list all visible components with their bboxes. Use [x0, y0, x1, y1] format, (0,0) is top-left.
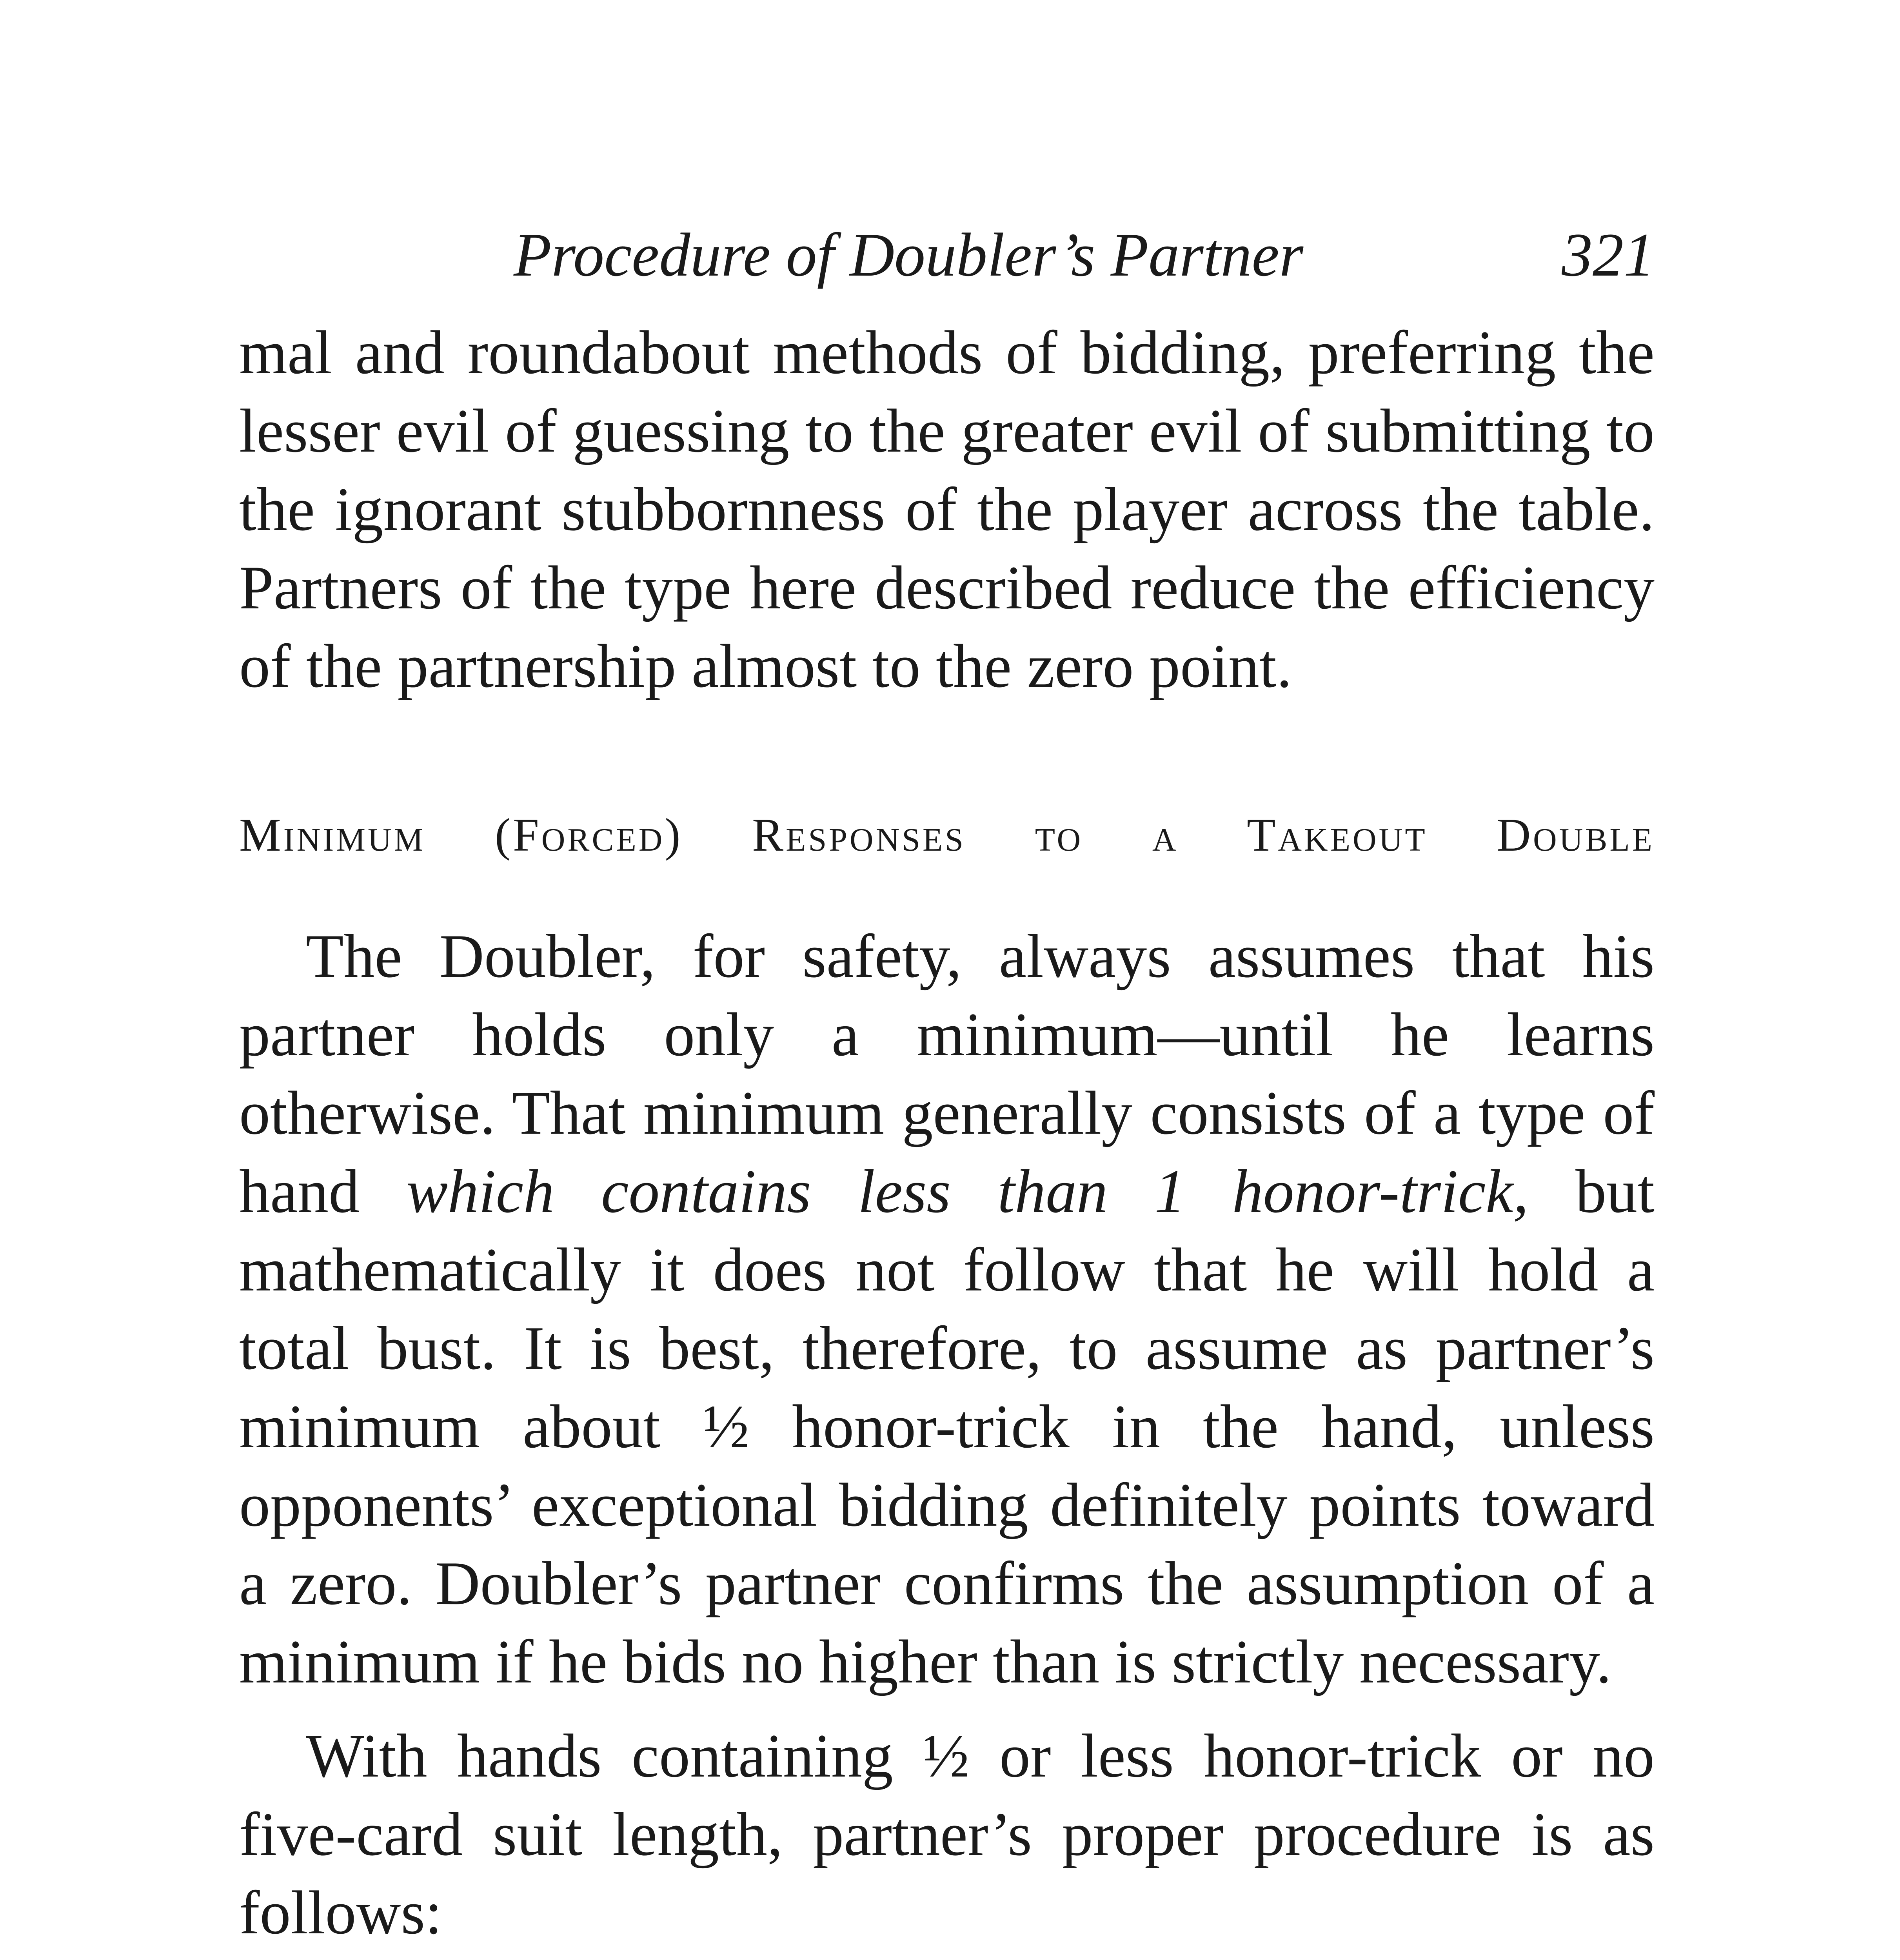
- paragraph-doubler-minimum: [239, 917, 1655, 1701]
- paragraph-text: The Doubler, for safety, always assumes that his partner holds only a minimum—until he learns otherwise. That minimum generally consists of a type of hand: [239, 922, 1655, 1226]
- paragraph-continuation: mal and roundabout methods of bidding, preferring the lesser evil of guessing to the greater evil of submitting to the ignorant stubbornness of the player across the table. Partners of the type here described reduce the efficiency of the partnership almost to the zero point.: [239, 318, 1655, 701]
- running-header: [239, 220, 1655, 306]
- emphasis-text: which contains less than 1 honor-trick,: [406, 1157, 1529, 1226]
- paragraph-text: but mathematically it does not follow that he will hold a total bust. It is best, therefore, to assume as partner’s minimum about ½ honor-trick in the hand, unless opponents’ exceptional bidding definitely points toward a zero. Doubler’s partner confirms the assumption of a minimum if he bids no higher than is strictly necessary.: [239, 1157, 1655, 1696]
- page-body: [239, 314, 1655, 1960]
- section-heading: Minimum (Forced) Responses to a Takeout Double: [239, 809, 1655, 861]
- running-title: Procedure of Doubler’s Partner: [514, 221, 1304, 289]
- paragraph-hands-containing: With hands containing ½ or less honor-trick or no five-card suit length, partner’s proper procedure is as follows:: [239, 1722, 1655, 1947]
- page-number: 321: [1562, 221, 1655, 289]
